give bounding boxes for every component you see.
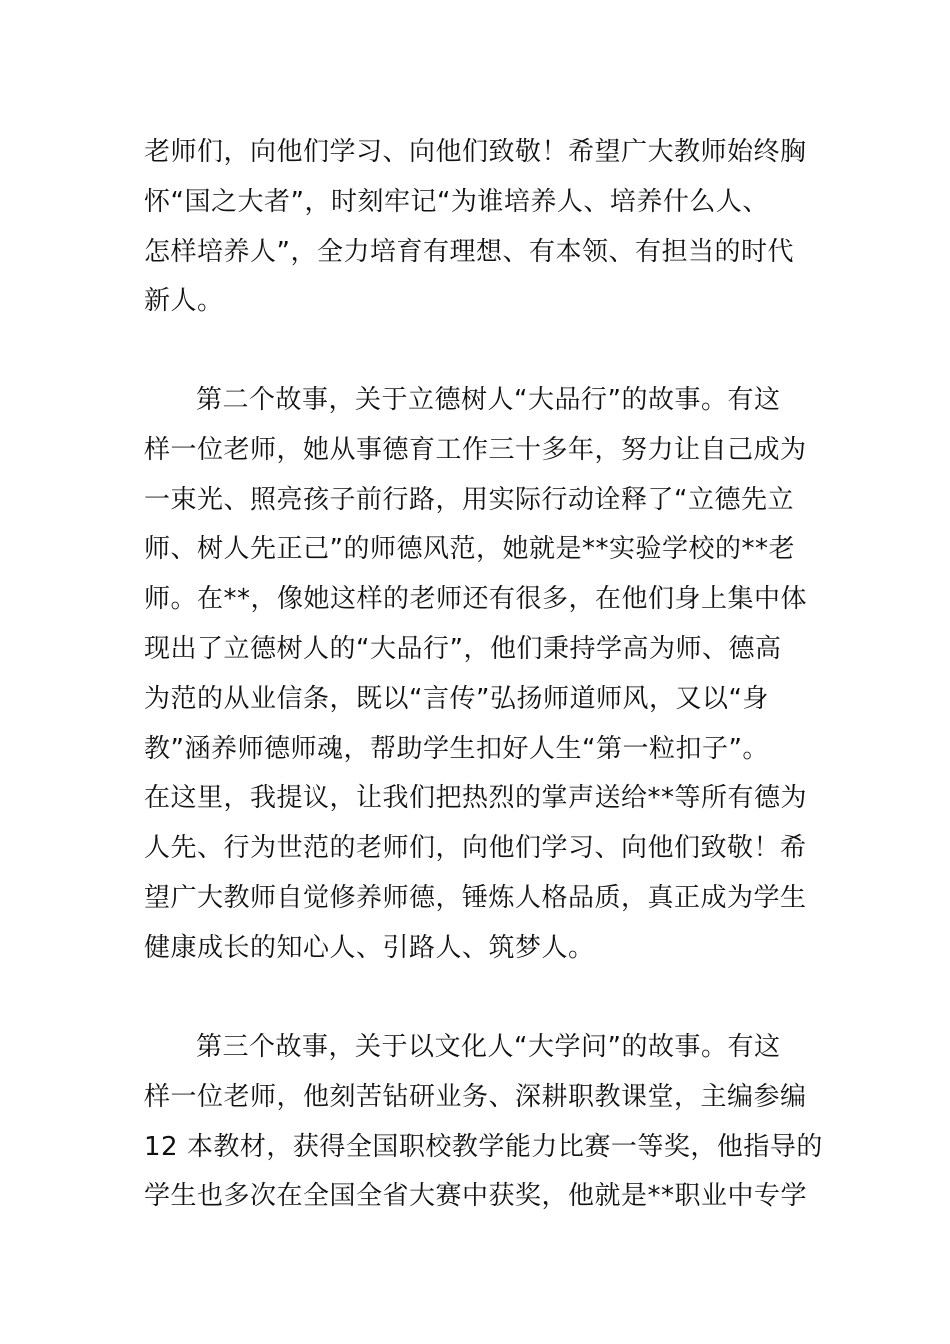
text-line: 新人。	[144, 286, 224, 317]
text-line: 怀“国之大者”，时刻牢记“为谁培养人、培养什么人、	[144, 186, 769, 217]
text-line: 教”涵养师德师魂，帮助学生扣好人生“第一粒扣子”。	[144, 733, 769, 764]
text-line: 在这里，我提议，让我们把热烈的掌声送给**等所有德为	[144, 783, 808, 814]
paragraph-3	[144, 1023, 823, 1222]
text-line: 望广大教师自觉修养师德，锤炼人格品质，真正成为学生	[144, 882, 807, 913]
text-line: 样一位老师，他刻苦钻研业务、深耕职教课堂，主编参编	[144, 1081, 807, 1112]
text-line: 一束光、照亮孩子前行路，用实际行动诠释了“立德先立	[144, 484, 794, 515]
text-line: 样一位老师，她从事德育工作三十多年，努力让自己成为	[144, 434, 807, 465]
text-line: 老师们，向他们学习、向他们致敬！希望广大教师始终胸	[144, 137, 807, 167]
paragraph-1	[144, 128, 808, 327]
text-line: 学生也多次在全国全省大赛中获奖，他就是**职业中专学	[144, 1181, 808, 1212]
text-line: 为范的从业信条，既以“言传”弘扬师道师风，又以“身	[144, 683, 769, 714]
text-line: 人先、行为世范的老师们，向他们学习、向他们致敬！希	[144, 833, 807, 864]
text-line: 师。在**，像她这样的老师还有很多，在他们身上集中体	[144, 584, 808, 615]
text-line: 师、树人先正己”的师德风范，她就是**实验学校的**老	[144, 534, 795, 565]
text-line: 健康成长的知心人、引路人、筑梦人。	[144, 932, 595, 963]
text-line: 12 本教材，获得全国职校教学能力比赛一等奖，他指导的	[144, 1131, 823, 1162]
paragraph-2	[144, 376, 808, 974]
text-line: 第三个故事，关于以文化人“大学问”的故事。有这	[196, 1032, 781, 1062]
text-line: 怎样培养人”，全力培育有理想、有本领、有担当的时代	[144, 236, 794, 267]
text-line: 第二个故事，关于立德树人“大品行”的故事。有这	[196, 385, 781, 415]
text-line: 现出了立德树人的“大品行”，他们秉持学高为师、德高	[144, 633, 782, 664]
